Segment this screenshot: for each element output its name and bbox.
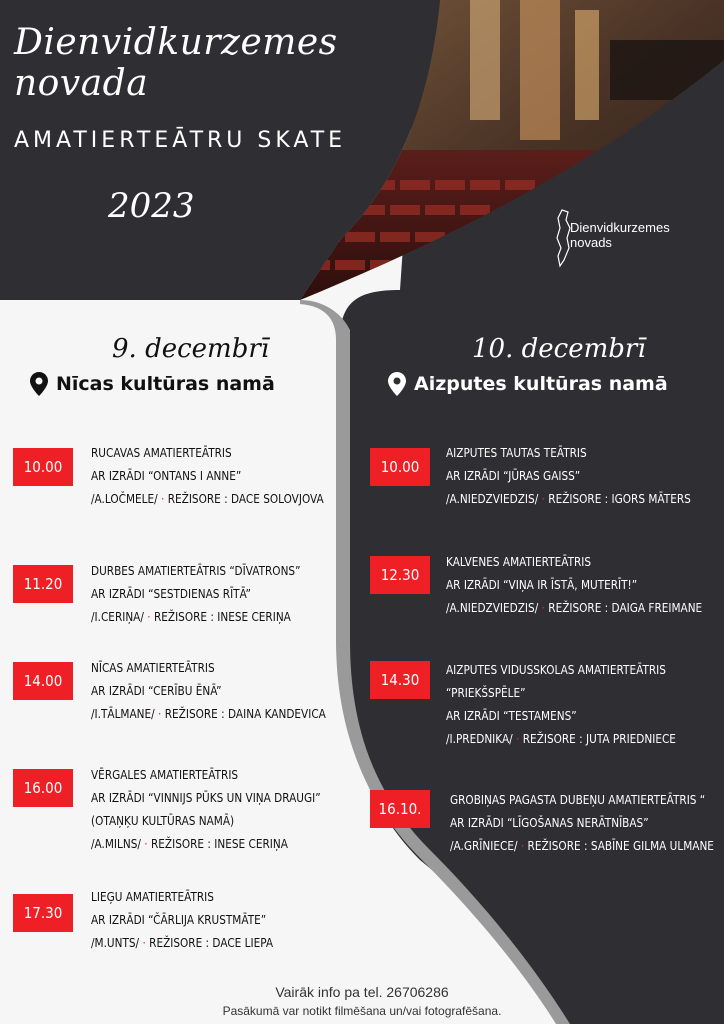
event-title: AIZPUTES VIDUSSKOLAS AMATIERTEĀTRIS	[446, 662, 666, 677]
day1-event-1	[91, 441, 324, 510]
event-credit: /I.PREDNIKA/ · REŽISORE : JUTA PRIEDNIECE	[446, 731, 676, 746]
logo-line1: Dienvidkurzemes	[570, 220, 670, 235]
day1-event-3-time: 14.00	[13, 662, 73, 700]
day2-event-4-time: 16.10.	[370, 790, 430, 828]
day1-event-4-time: 16.00	[13, 769, 73, 807]
event-play: AR IZRĀDI “VIŅA IR ĪSTĀ, MUTERĪT!”	[446, 577, 638, 592]
day2-event-2-time: 12.30	[370, 556, 430, 594]
event-credit: /A.LOČMELE/ · REŽISORE : DACE SOLOVJOVA	[91, 491, 324, 506]
day2-venue-row	[388, 372, 668, 396]
event-subtitle: “PRIEKŠSPĒLE”	[446, 685, 526, 700]
event-play: AR IZRĀDI “JŪRAS GAISS”	[446, 468, 581, 483]
day2-event-1-time: 10.00	[370, 448, 430, 486]
day2-event-2	[446, 550, 702, 619]
event-title: KALVENES AMATIERTEĀTRIS	[446, 554, 592, 569]
event-title: RUCAVAS AMATIERTEĀTRIS	[91, 445, 232, 460]
footer-note: Pasākumā var notikt filmēšana un/vai fotografēšana.	[222, 1004, 502, 1018]
event-title: GROBIŅAS PAGASTA DUBEŅU AMATIERTEĀTRIS “	[450, 792, 706, 807]
day1-event-3	[91, 656, 326, 725]
day1-event-2	[91, 559, 301, 628]
day1-event-1-time: 10.00	[13, 448, 73, 486]
event-play: AR IZRĀDI “ČĀRLIJA KRUSTMĀTE”	[91, 912, 267, 927]
day1-venue-row	[30, 372, 275, 396]
event-title: DURBES AMATIERTEĀTRIS “DĪVATRONS”	[91, 563, 301, 578]
title-subtitle: AMATIERTEĀTRU SKATE	[14, 128, 347, 153]
event-title: LIEĢU AMATIERTEĀTRIS	[91, 889, 214, 904]
day2-event-1	[446, 441, 691, 510]
logo	[554, 208, 694, 268]
event-credit: /M.UNTS/ · REŽISORE : DACE LIEPA	[91, 935, 274, 950]
event-credit: /A.MILNS/ · REŽISORE : INESE CERIŅA	[91, 836, 288, 851]
day1-event-5	[91, 885, 273, 954]
title-year: 2023	[108, 186, 195, 226]
day1-event-5-time: 17.30	[13, 894, 73, 932]
location-pin-icon	[388, 372, 406, 396]
event-play: AR IZRĀDI “TESTAMENS”	[446, 708, 577, 723]
location-pin-icon	[30, 372, 48, 396]
event-credit: /A.NIEDZVIEDZIS/ · REŽISORE : IGORS MĀTERS	[446, 491, 691, 506]
event-credit: /I.CERIŅA/ · REŽISORE : INESE CERIŅA	[91, 609, 291, 624]
event-title: VĒRGALES AMATIERTEĀTRIS	[91, 767, 239, 782]
day2-event-3	[446, 658, 676, 750]
day1-date: 9. decembrī	[112, 334, 270, 364]
day2-date: 10. decembrī	[472, 334, 646, 364]
event-venue-note: (OTAŅĶU KULTŪRAS NAMĀ)	[91, 813, 235, 828]
footer-info: Vairāk info pa tel. 26706286	[275, 984, 449, 1000]
logo-text	[570, 220, 670, 250]
logo-line2: novads	[570, 235, 612, 250]
event-play: AR IZRĀDI “VINNIJS PŪKS UN VIŅA DRAUGI”	[91, 790, 321, 805]
day1-event-4	[91, 763, 321, 855]
event-title: NĪCAS AMATIERTEĀTRIS	[91, 660, 215, 675]
event-credit: /I.TĀLMANE/ · REŽISORE : DAINA KANDEVICA	[91, 706, 326, 721]
day1-venue: Nīcas kultūras namā	[56, 373, 275, 395]
day2-venue: Aizputes kultūras namā	[414, 373, 668, 395]
event-play: AR IZRĀDI “CERĪBU ĒNĀ”	[91, 683, 222, 698]
event-title: AIZPUTES TAUTAS TEĀTRIS	[446, 445, 587, 460]
title-script: Dienvidkurzemes novada	[14, 22, 338, 104]
event-play: AR IZRĀDI “ONTANS I ANNE”	[91, 468, 242, 483]
day2-event-3-time: 14.30	[370, 661, 430, 699]
day2-event-4	[450, 788, 714, 857]
event-play: AR IZRĀDI “SESTDIENAS RĪTĀ”	[91, 586, 251, 601]
event-play: AR IZRĀDI “LĪGOŠANAS NERĀTNĪBAS”	[450, 815, 649, 830]
event-credit: /A.GRĪNIECE/ · REŽISORE : SABĪNE GILMA ULMANE	[450, 838, 714, 853]
day1-event-2-time: 11.20	[13, 565, 73, 603]
event-credit: /A.NIEDZVIEDZIS/ · REŽISORE : DAIGA FREIMANE	[446, 600, 703, 615]
